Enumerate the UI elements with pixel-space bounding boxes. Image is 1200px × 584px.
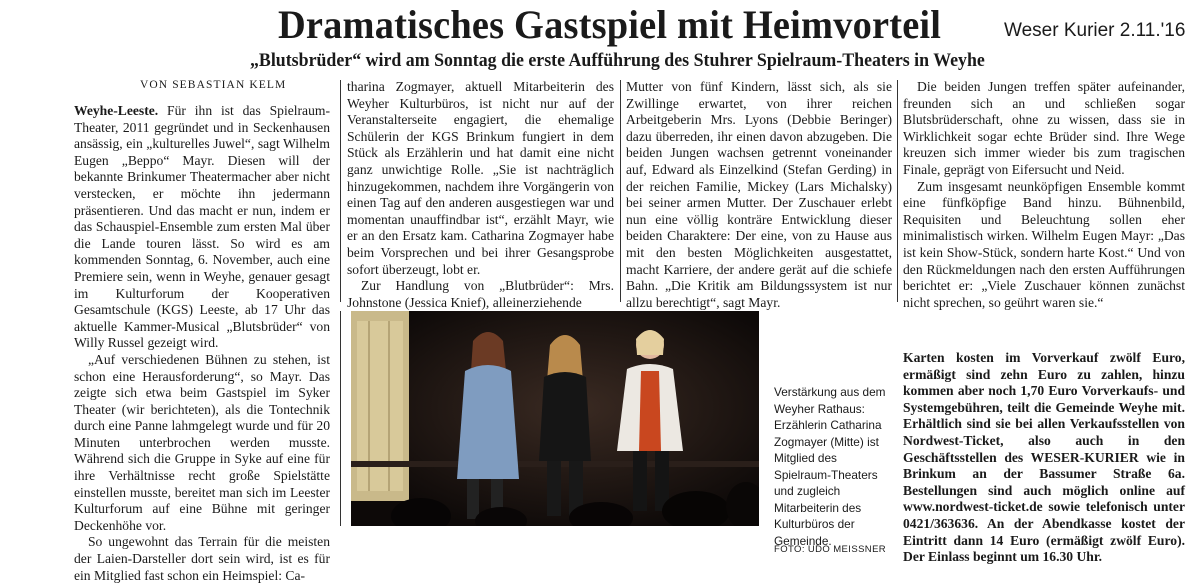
subheadline: „Blutsbrüder“ wird am Sonntag die erste Aufführung des Stuhrer Spielraum-Theaters in Weyhe [250, 50, 985, 71]
paragraph: Zur Handlung von „Blutbrüder“: Mrs. Johnstone (Jessica Knief), alleinerziehende [347, 278, 614, 310]
ticket-info-text: Karten kosten im Vorverkauf zwölf Euro, ermäßigt sind zehn Euro zu zahlen, hinzu kommen aber noch 1,70 Euro Vorverkaufs- und Systemgebühren, teilt die Gemeinde Weyhe mit. Erhältlich sind sie bei allen Verkaufsstellen von Nordwest-Ticket, also auch in den Geschäftsstellen des WESER-KURIER wie in Brinkum an der Bassumer Straße 6a. Bestellungen sind auch möglich online auf www.nordwest-ticket.de sowie telefonisch unter 0421/363636. An der Abendkasse kostet der Eintritt dann 14 Euro (ermäßigt zwölf Euro). Der Einlass beginnt um 16.30 Uhr. [903, 350, 1185, 565]
ticket-info-box [903, 350, 1185, 566]
column-rule [340, 80, 341, 302]
paragraph: So ungewohnt das Terrain für die meisten der Laien-Darsteller dort sein wird, ist es für ein Mitglied fast schon ein Heimspiel: Ca- [74, 534, 330, 583]
stage-photo [351, 311, 759, 526]
paragraph: „Auf verschiedenen Bühnen zu stehen, ist schon eine Herausforderung“, so Mayr. Das zeigte sich etwa beim Gastspiel im Syker Theater (wir berichteten), als die Tontechnik durch eine Panne lahmgelegt wurde und für 20 Minuten unterbrochen werden musste. Während sich die Gruppe in Syke auf eine für ihre Verhältnisse recht große Spielstätte einstellen musste, bereitet man sich im Leester Kulturforum auf eine Bühne mit geringer Deckenhöhe vor. [74, 351, 330, 533]
dateline: Weyhe-Leeste. [74, 103, 159, 118]
article-column-4 [903, 79, 1185, 311]
article-column-1 [74, 103, 330, 584]
photo-caption: Verstärkung aus dem Weyher Rathaus: Erzählerin Catharina Zogmayer (Mitte) ist Mitglied des Spielraum-Theaters und zugleich Mitarbeiterin des Kulturbüros der Gemeinde. [774, 385, 886, 548]
paragraph: Zum insgesamt neunköpfigen Ensemble kommt eine fünfköpfige Band hinzu. Bühnenbild, Requisiten und Beleuchtung sollen eher minimalistisch wirken. Wilhelm Eugen Mayr: „Das ist kein Show-Stück, sondern harte Kost.“ Und von den Rückmeldungen nach den ersten Aufführungen berichtet er: „Viele Zuschauer können zunächst nicht sprechen, so geührt waren sie.“ [903, 178, 1185, 310]
article-column-3 [626, 79, 892, 311]
photo-credit: FOTO: UDO MEISSNER [774, 544, 887, 555]
byline: VON SEBASTIAN KELM [140, 79, 287, 91]
paragraph: Für ihn ist das Spielraum-Theater, 2011 gegründet und in Seckenhausen ansässig, ein „kulturelles Juwel“, sagt Wilhelm Eugen „Beppo“ Mayr. Diesen will der bekannte Brinkumer Theatermacher aber nicht verstecken, er möchte ihn jedermann präsentieren. Und das macht er nun, indem er das Schauspiel-Ensemble zum ersten Mal über die Lande touren lässt. So wird es am kommenden Sonntag, 6. November, auch eine Premiere sein, wenn in Weyhe, genauer gesagt im Kulturforum der Kooperativen Gesamtschule (KGS) Leeste, ab 17 Uhr das aktuelle Kammer-Musical „Blutsbrüder“ von Willy Russel gezeigt wird. [74, 103, 330, 351]
newspaper-source-date: Weser Kurier 2.11.'16 [1004, 20, 1186, 41]
stage-photo-image [351, 311, 759, 526]
paragraph: Mutter von fünf Kindern, lässt sich, als sie Zwillinge erwartet, von ihrer reichen Arbeitgeberin Mrs. Lyons (Debbie Beringer) dazu überreden, ihr einen davon abzugeben. Die beiden Jungen wachsen getrennt voneinander auf, Edward als Einzelkind (Stefan Gerding) in der reichen Familie, Mickey (Lars Michalsky) bei seiner armen Mutter. Der Zuschauer erlebt nun eine völlig konträre Entwicklung dieser beiden Charaktere: Der eine, von zu Hause aus mit den besten Möglichkeiten ausgestattet, macht Karriere, der andere gerät auf die schiefe Bahn. „Die Kritik am Bildungssystem ist nur allzu berechtigt“, sagt Mayr. [626, 79, 892, 310]
column-rule [340, 311, 341, 526]
headline: Dramatisches Gastspiel mit Heimvorteil [278, 2, 942, 47]
paragraph: Die beiden Jungen treffen später aufeinander, freunden sich an und schließen sogar Blutsbrüderschaft, ohne zu wissen, dass sie in Wirklichkeit sogar echte Brüder sind. Ihre Wege kreuzen sich immer wieder bis zum tragischen Finale, geprägt von Eifersucht und Neid. [903, 79, 1185, 177]
column-rule [620, 80, 621, 302]
column-rule [897, 80, 898, 302]
paragraph: tharina Zogmayer, aktuell Mitarbeiterin des Weyher Kulturbüros, ist nicht nur auf der Veranstalterseite engagiert, die ehemalige Schülerin der KGS Brinkum fungiert in dem Stück als Erzählerin und hat damit eine nicht ganz unwichtige Rolle. „Sie ist nachträglich hinzugekommen, nachdem ihre Vorgängerin von einen Tag auf den anderen ausgestiegen war und momentan unauffindbar ist“, erzählt Mayr, wie er an den Ersatz kam. Catharina Zogmayer habe beim Vorsprechen und bei ihrer Gesangsprobe sofort überzeugt, lobt er. [347, 79, 614, 277]
article-column-2 [347, 79, 614, 311]
